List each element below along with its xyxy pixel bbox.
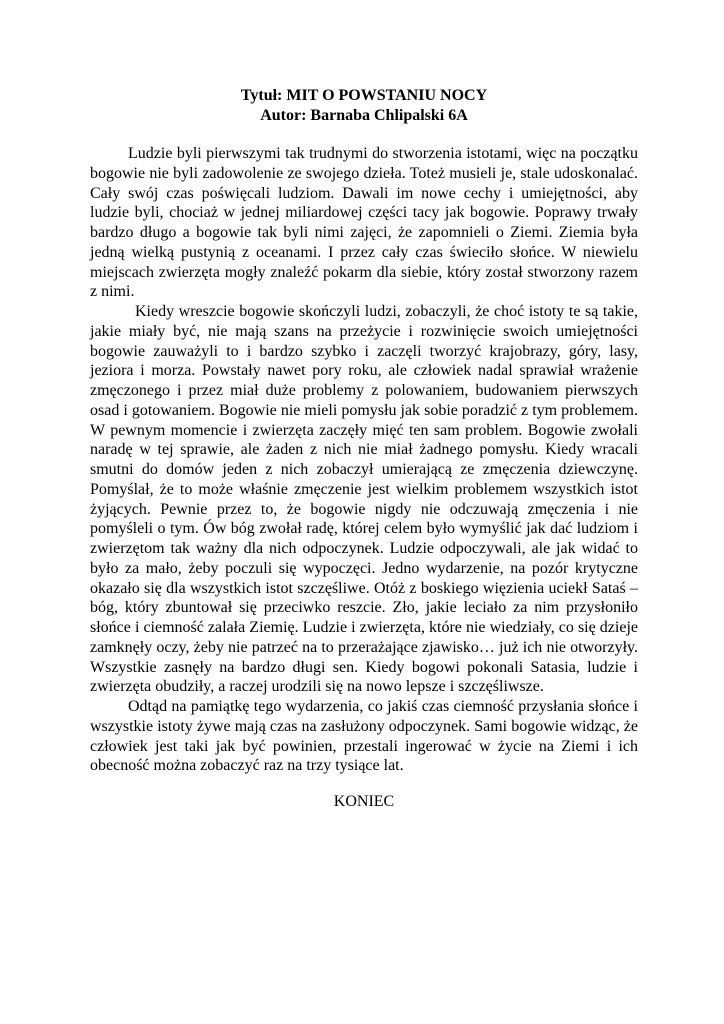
paragraph-1: Ludzie byli pierwszymi tak trudnymi do stworzenia istotami, więc na początku bogowie nie byli zadowolenie ze swojego dzieła. Toteż musieli je, stale udoskonalać. Cały swój czas poświęcali ludziom. Dawali im nowe cechy i umiejętności, aby ludzie byli, chociaż w jednej miliardowej części tacy jak bogowie. Poprawy trwały bardzo długo a bogowie tak byli nimi zajęci, że zapomnieli o Ziemi. Ziemia była jedną wielką pustynią z oceanami. I przez cały czas świeciło słońce. W niewielu miejscach zwierzęta mogły znaleźć pokarm dla siebie, który został stworzony razem z nimi. xyxy=(90,145,638,301)
document-title: Tytuł: MIT O POWSTANIU NOCY xyxy=(240,87,488,104)
document-page xyxy=(90,86,638,812)
document-body xyxy=(90,144,638,776)
paragraph-3: Odtąd na pamiątkę tego wydarzenia, co jakiś czas ciemność przysłania słońce i wszystkie istoty żywe mają czas na zasłużony odpoczynek. Sami bogowie widząc, że człowiek jest taki jak być powinien, przestali ingerować w życie na Ziemi i ich obecność można zobaczyć raz na trzy tysiące lat. xyxy=(90,698,638,775)
document-ending: KONIEC xyxy=(333,793,395,810)
paragraph-2: Kiedy wreszcie bogowie skończyli ludzi, zobaczyli, że choć istoty te są takie, jakie miały być, nie mają szans na przeżycie i rozwinięcie swoich umiejętności bogowie zauważyli to i bardzo szybko i zaczęli tworzyć krajobrazy, góry, lasy, jeziora i morza. Powstały nawet pory roku, ale człowiek nadal sprawiał wrażenie zmęczonego i przez miał duże problemy z polowaniem, budowaniem pierwszych osad i gotowaniem. Bogowie nie mieli pomysłu jak sobie poradzić z tym problemem. W pewnym momencie i zwierzęta zaczęły mięć ten sam problem. Bogowie zwołali naradę w tej sprawie, ale żaden z nich nie miał żadnego pomysłu. Kiedy wracali smutni do domów jeden z nich zobaczył umierającą ze zmęczenia dziewczynę. Pomyślał, że to może właśnie zmęczenie jest wielkim problemem wszystkich istot żyjących. Pewnie przez to, że bogowie nigdy nie odczuwają zmęczenia i nie pomyśleli o tym. Ów bóg zwołał radę, której celem było wymyślić jak dać ludziom i zwierzętom tak ważny dla nich odpoczynek. Ludzie odpoczywali, ale jak widać to było za mało, żeby poczuli się wypoczęci. Jedno wydarzenie, na pozór krytyczne okazało się dla wszystkich istot szczęśliwe. Otóż z boskiego więzienia uciekł Sataś – bóg, który zbuntował się przeciwko reszcie. Zło, jakie leciało za nim przysłoniło słońce i ciemność zalała Ziemię. Ludzie i zwierzęta, które nie wiedziały, co się dzieje zamknęły oczy, żeby nie patrzeć na to przerażające zjawisko… już ich nie otworzyły. Wszystkie zasnęły na bardzo długi sen. Kiedy bogowi pokonali Satasia, ludzie i zwierzęta obudziły, a raczej urodzili się na nowo lepsze i szczęśliwsze. xyxy=(90,303,638,696)
document-author: Autor: Barnaba Chlipalski 6A xyxy=(260,107,468,124)
